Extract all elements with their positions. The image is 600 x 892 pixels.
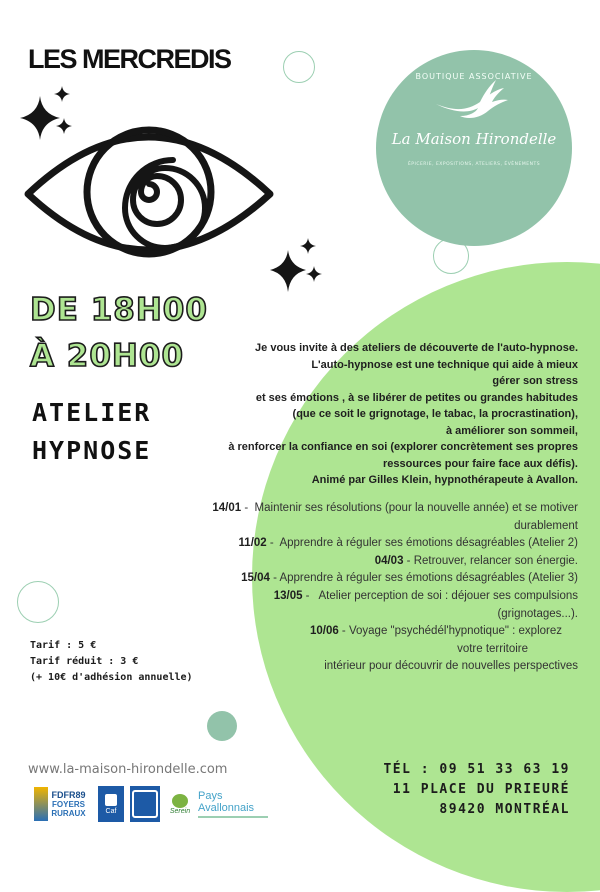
logo-name: La Maison Hirondelle xyxy=(391,130,557,148)
schedule-text: Voyage "psychédél'hypnotique" : explorez xyxy=(348,625,562,638)
schedule-date: 11/02 xyxy=(238,537,267,550)
tarif-block xyxy=(30,638,193,686)
phone: TÉL : 09 51 33 63 19 xyxy=(383,762,570,777)
schedule-list xyxy=(198,500,578,676)
schedule-text-cont: votre territoire xyxy=(457,642,528,655)
intro-line: gérer son stress xyxy=(492,375,578,387)
intro-line: Je vous invite à des ateliers de découverte de l'auto-hypnose. xyxy=(255,342,578,354)
intro-line: à renforcer la confiance en soi (explorer concrètement ses propres xyxy=(228,441,578,453)
schedule-text-cont: durablement xyxy=(514,519,578,532)
schedule-sep: - xyxy=(338,625,349,638)
decor-ring xyxy=(283,51,315,83)
website-link[interactable]: www.la-maison-hirondelle.com xyxy=(28,762,228,777)
sparkle-icon xyxy=(268,234,326,298)
schedule-item xyxy=(198,553,578,571)
tarif-line: Tarif réduit : 3 € xyxy=(30,656,139,667)
page-heading: LES MERCREDIS xyxy=(28,44,231,74)
logo-bottom-text: ÉPICERIE, EXPOSITIONS, ATELIERS, ÉVÈNEMENTS xyxy=(407,162,541,167)
serein-name: Serein xyxy=(169,807,191,815)
caf-logo xyxy=(98,786,124,822)
intro-line: ressources pour faire face aux défis). xyxy=(382,457,578,470)
fdfr-name: FDFR89 xyxy=(51,789,86,800)
schedule-item xyxy=(198,500,578,518)
tarif-line: (+ 10€ d'adhésion annuelle) xyxy=(30,672,193,683)
intro-text xyxy=(218,340,578,489)
schedule-text-cont: (grignotages...). xyxy=(497,607,578,620)
maison-hirondelle-logo xyxy=(376,50,572,246)
schedule-text-cont: intérieur pour découvrir de nouvelles perspectives xyxy=(324,660,578,673)
eye-icon xyxy=(22,106,276,276)
swallow-icon xyxy=(376,78,572,138)
pays-avallonnais-logo xyxy=(198,786,278,822)
intro-line: L'auto-hypnose est une technique qui aide à mieux xyxy=(311,358,578,371)
schedule-text: Apprendre à réguler ses émotions désagréables (Atelier 3) xyxy=(279,572,578,585)
fdfr-sub: FOYERS xyxy=(52,799,85,809)
schedule-date: 04/03 xyxy=(374,554,404,567)
decor-ring xyxy=(17,581,59,623)
schedule-date: 14/01 xyxy=(212,502,242,514)
schedule-item xyxy=(198,588,578,606)
schedule-sep: - xyxy=(302,589,319,602)
pays-name: Avallonnais xyxy=(198,801,255,814)
msa-logo xyxy=(130,786,160,822)
schedule-text: Retrouver, relancer son énergie. xyxy=(413,554,578,567)
schedule-date: 15/04 xyxy=(241,572,270,585)
schedule-date: 13/05 xyxy=(273,589,303,602)
schedule-sep: - xyxy=(269,572,280,585)
schedule-item xyxy=(198,570,578,588)
address-line: 89420 MONTRÉAL xyxy=(439,802,570,817)
serein-logo xyxy=(164,786,196,822)
intro-line: (que ce soit le grignotage, le tabac, la procrastination), xyxy=(292,408,578,420)
schedule-item xyxy=(198,623,578,641)
time-start: DE 18H00 xyxy=(30,292,208,328)
intro-line: et ses émotions , à se libérer de petites ou grandes habitudes xyxy=(255,391,578,404)
title-line1: ATELIER xyxy=(32,398,152,427)
intro-line: Animé par Gilles Klein, hypnothérapeute à Avallon. xyxy=(311,474,578,486)
tarif-line: Tarif : 5 € xyxy=(30,640,97,651)
schedule-text: Maintenir ses résolutions (pour la nouvelle année) et se motiver xyxy=(254,502,578,514)
pays-name: Pays xyxy=(198,789,223,802)
schedule-text: Atelier perception de soi : déjouer ses compulsions xyxy=(318,589,578,602)
schedule-text: Apprendre à réguler ses émotions désagréables (Atelier 2) xyxy=(279,537,578,550)
address-line: 11 PLACE DU PRIEURÉ xyxy=(392,782,570,797)
logo-top-text: BOUTIQUE ASSOCIATIVE xyxy=(415,72,533,81)
caf-name: Caf xyxy=(105,807,117,815)
time-end: À 20H00 xyxy=(30,338,185,374)
fdfr-logo xyxy=(30,786,90,822)
contact-block xyxy=(383,760,570,820)
schedule-date: 10/06 xyxy=(309,625,339,638)
fdfr-sub: RURAUX xyxy=(51,808,86,818)
schedule-sep: - xyxy=(241,502,255,514)
title-line2: HYPNOSE xyxy=(32,436,152,465)
schedule-item xyxy=(198,535,578,553)
schedule-sep: - xyxy=(266,537,280,550)
schedule-sep: - xyxy=(403,554,414,567)
decor-dot xyxy=(207,711,237,741)
intro-line: à améliorer son sommeil, xyxy=(445,424,578,437)
